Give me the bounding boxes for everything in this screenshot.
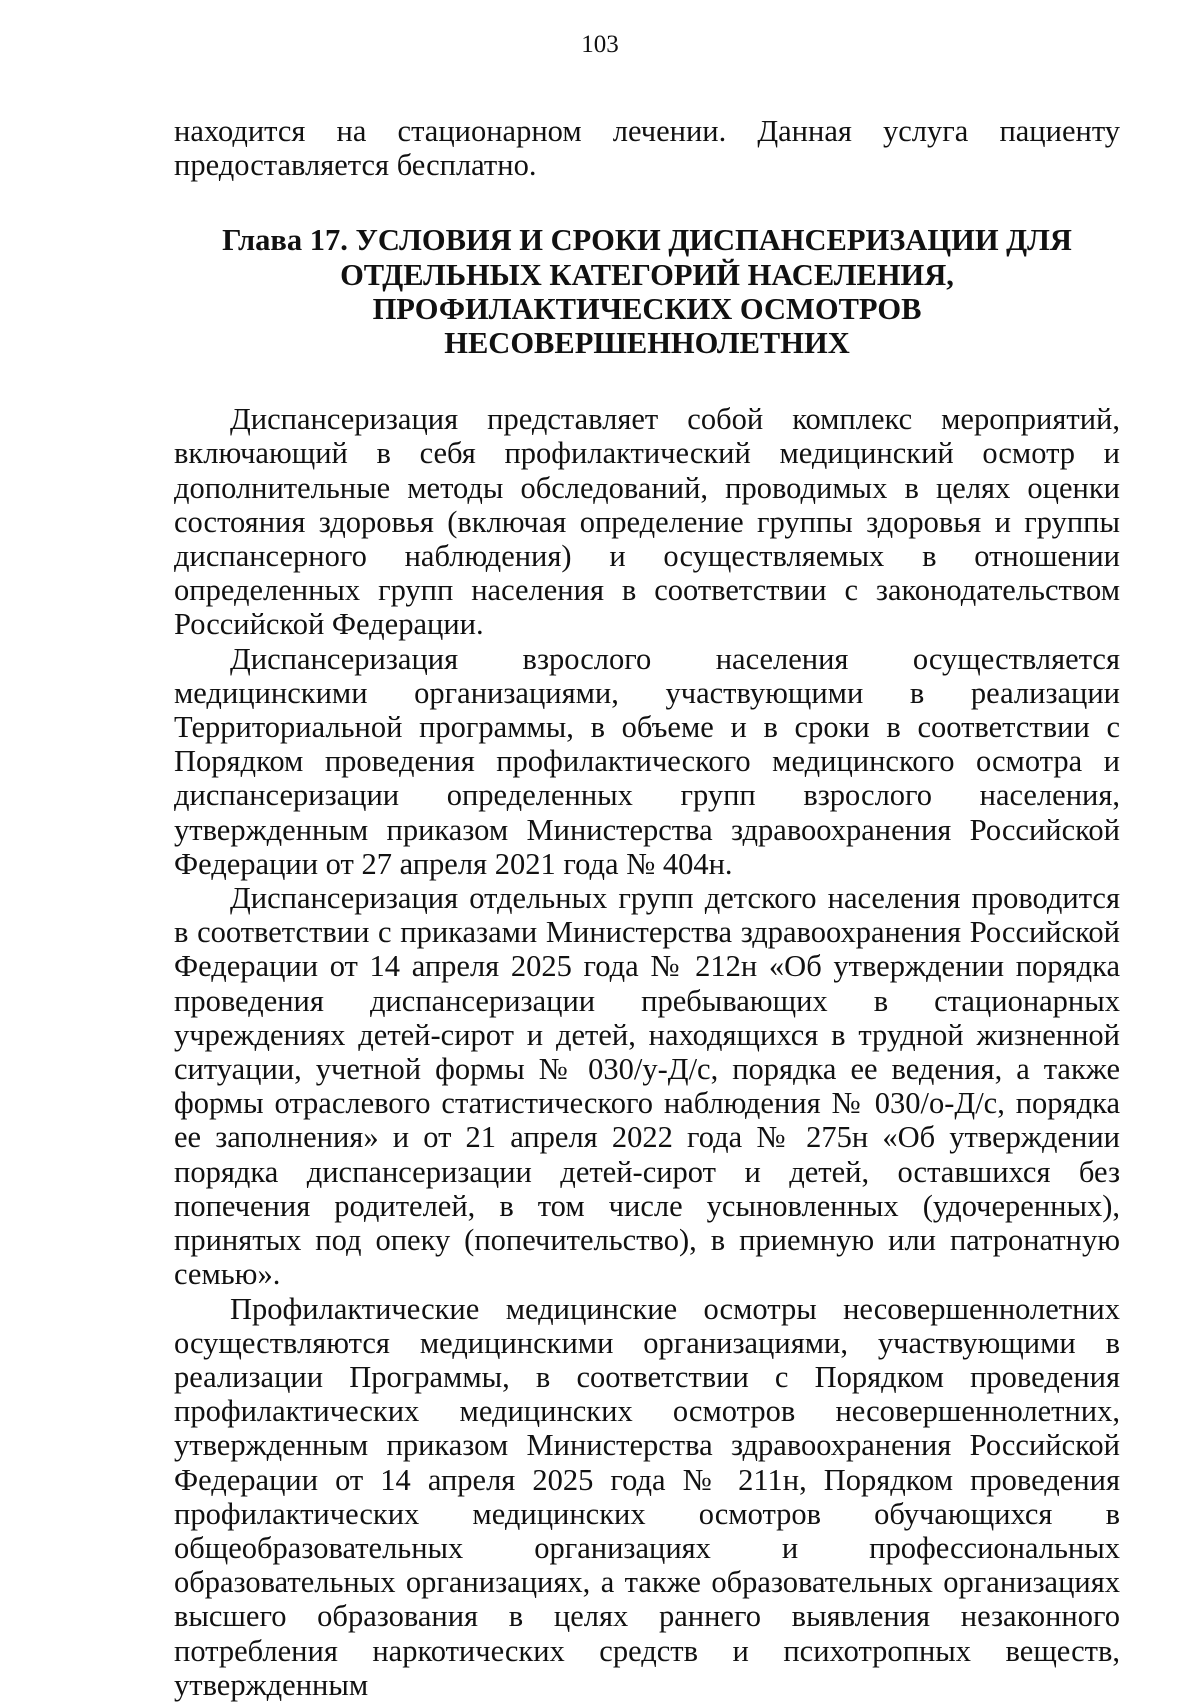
paragraph-dispensarization-definition: Диспансеризация представляет собой комплекс мероприятий, включающий в себя профилактический медицинский осмотр и дополнительные методы обследований, проводимых в целях оценки состояния здоровья (включая определение группы здоровья и группы диспансерного наблюдения) и осуществляемых в отношении определенных групп населения в соответствии с законодательством Российской Федерации. [174,402,1120,642]
document-body [174,114,1120,1702]
paragraph-minors-examinations: Профилактические медицинские осмотры несовершеннолетних осуществляются медицинскими организациями, участвующими в реализации Программы, в соответствии с Порядком проведения профилактических медицинских осмотров несовершеннолетних, утвержденным приказом Министерства здравоохранения Российской Федерации от 14 апреля 2025 года № 211н, Порядком проведения профилактических медицинских осмотров обучающихся в общеобразовательных организациях и профессиональных образовательных организациях, а также образовательных организациях высшего образования в целях раннего выявления незаконного потребления наркотических средств и психотропных веществ, утвержденным [174,1291,1120,1702]
continuation-paragraph: находится на стационарном лечении. Данная услуга пациенту предоставляется бесплатно. [174,114,1120,183]
paragraph-children-dispensarization: Диспансеризация отдельных групп детского населения проводится в соответствии с приказами Министерства здравоохранения Российской Федерации от 14 апреля 2025 года № 212н «Об утверждении порядка проведения диспансеризации пребывающих в стационарных учреждениях детей-сирот и детей, находящихся в трудной жизненной ситуации, учетной формы № 030/у-Д/с, порядка ее ведения, а также формы отраслевого статистического наблюдения № 030/о-Д/с, порядка ее заполнения» и от 21 апреля 2022 года № 275н «Об утверждении порядка диспансеризации детей-сирот и детей, оставшихся без попечения родителей, в том числе усыновленных (удочеренных), принятых под опеку (попечительство), в приемную или патронатную семью». [174,881,1120,1292]
page-number: 103 [581,31,619,58]
chapter-title: Глава 17. УСЛОВИЯ И СРОКИ ДИСПАНСЕРИЗАЦИИ ДЛЯ ОТДЕЛЬНЫХ КАТЕГОРИЙ НАСЕЛЕНИЯ, ПРОФИЛАКТИЧЕСКИХ ОСМОТРОВ НЕСОВЕРШЕННОЛЕТНИХ [222,223,1072,361]
paragraph-adult-dispensarization: Диспансеризация взрослого населения осуществляется медицинскими организациями, участвующими в реализации Территориальной программы, в объеме и в сроки в соответствии с Порядком проведения профилактического медицинского осмотра и диспансеризации определенных групп взрослого населения, утвержденным приказом Министерства здравоохранения Российской Федерации от 27 апреля 2021 года № 404н. [174,641,1120,881]
